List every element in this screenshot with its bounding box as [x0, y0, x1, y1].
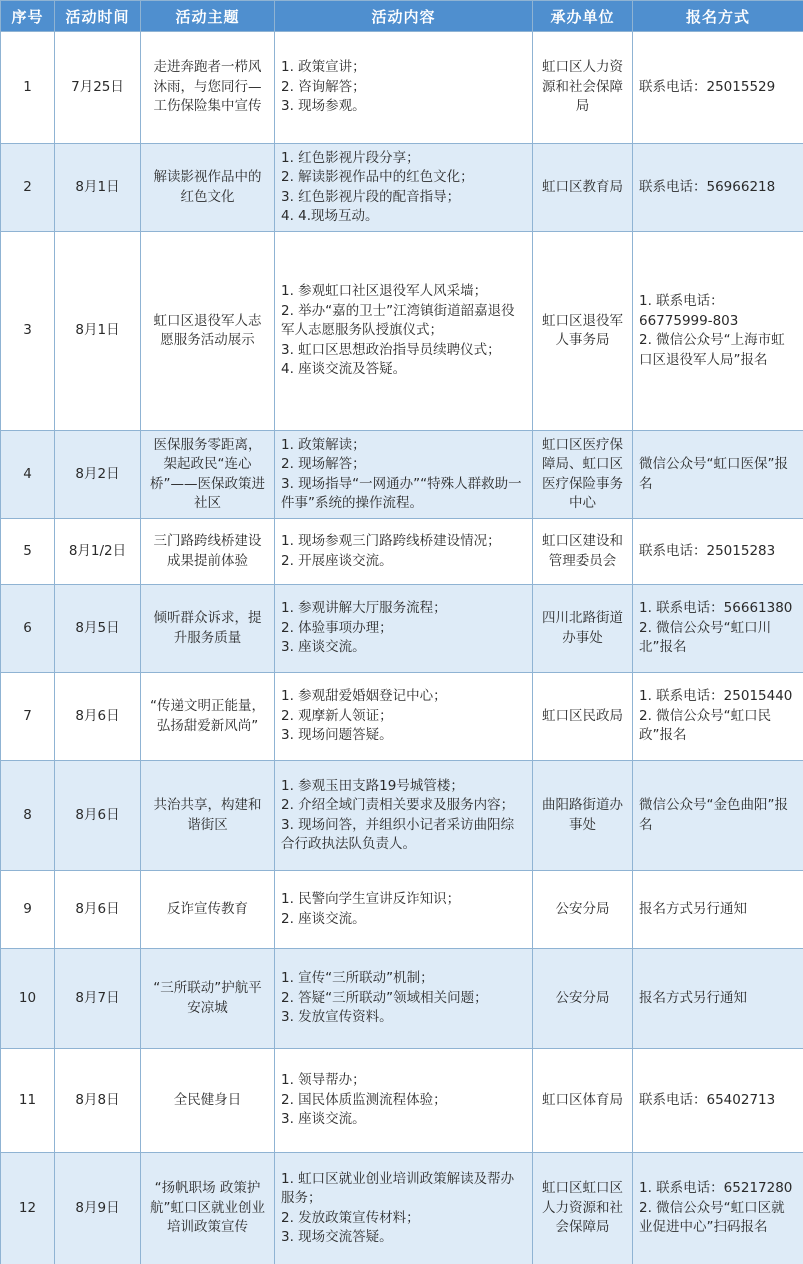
table-header	[1, 1, 803, 32]
row-content-line: 1. 政策宣讲；	[281, 59, 366, 76]
table-row	[1, 1153, 803, 1264]
row-date: 8月1/2日	[55, 519, 141, 585]
table-row	[1, 519, 803, 585]
row-organizer: 虹口区人力资源和社会保障局	[533, 32, 633, 144]
row-signup	[633, 761, 803, 871]
row-content-line: 2. 国民体质监测流程体验；	[281, 1091, 447, 1108]
row-signup	[633, 1153, 803, 1264]
row-content	[275, 32, 533, 144]
table-body	[1, 32, 803, 1264]
row-organizer: 曲阳路街道办事处	[533, 761, 633, 871]
row-content	[275, 761, 533, 871]
row-signup-line: 2. 微信公众号“虹口区就业促进中心”扫码报名	[639, 1199, 785, 1236]
row-content	[275, 1049, 533, 1153]
header-signup: 报名方式	[633, 1, 803, 32]
row-content-line: 2. 观摩新人领证；	[281, 707, 393, 724]
row-seq: 7	[1, 673, 55, 761]
row-signup-line: 联系电话：56966218	[639, 178, 776, 195]
row-signup-line: 报名方式另行通知	[639, 989, 747, 1006]
row-content-line: 3. 座谈交流。	[281, 1111, 366, 1128]
table-row	[1, 673, 803, 761]
table-row	[1, 585, 803, 673]
row-content	[275, 232, 533, 431]
row-content-line: 1. 虹口区就业创业培训政策解读及帮办服务；	[281, 1170, 515, 1206]
row-organizer: 虹口区退役军人事务局	[533, 232, 633, 431]
row-signup	[633, 431, 803, 519]
row-seq: 11	[1, 1049, 55, 1153]
row-content	[275, 949, 533, 1049]
row-seq: 12	[1, 1153, 55, 1264]
row-theme: “三所联动”护航平安凉城	[141, 949, 275, 1049]
row-signup	[633, 232, 803, 431]
row-theme: 共治共享，构建和谐街区	[141, 761, 275, 871]
row-organizer: 公安分局	[533, 949, 633, 1049]
row-seq: 9	[1, 871, 55, 949]
header-date: 活动时间	[55, 1, 141, 32]
row-organizer: 虹口区虹口区人力资源和社会保障局	[533, 1153, 633, 1264]
row-seq: 2	[1, 144, 55, 232]
row-content-line: 2. 座谈交流。	[281, 910, 366, 927]
row-content-line: 2. 发放政策宣传材料；	[281, 1209, 420, 1226]
row-content-line: 3. 现场指导“一网通办”“特殊人群救助一件事”系统的操作流程。	[281, 475, 522, 511]
row-seq: 5	[1, 519, 55, 585]
row-content-line: 3. 现场问题答疑。	[281, 727, 393, 744]
row-signup-line: 2. 微信公众号“上海市虹口区退役军人局”报名	[639, 332, 785, 368]
row-organizer: 虹口区民政局	[533, 673, 633, 761]
row-content	[275, 585, 533, 673]
row-content-line: 2. 咨询解答；	[281, 78, 366, 95]
header-seq: 序号	[1, 1, 55, 32]
row-signup	[633, 585, 803, 673]
row-content-line: 2. 开展座谈交流。	[281, 552, 393, 569]
row-content-line: 3. 现场交流答疑。	[281, 1229, 393, 1245]
row-signup-line: 1. 联系电话：65217280	[639, 1180, 793, 1197]
row-organizer: 公安分局	[533, 871, 633, 949]
row-signup	[633, 144, 803, 232]
row-organizer: 虹口区体育局	[533, 1049, 633, 1153]
row-signup-line: 1. 联系电话：56661380	[639, 600, 793, 617]
row-signup-line: 1. 联系电话：66775999-803	[639, 293, 739, 329]
row-signup-line: 微信公众号“金色曲阳”报名	[639, 797, 788, 833]
row-signup	[633, 32, 803, 144]
row-signup-line: 联系电话：25015529	[639, 78, 776, 95]
row-content	[275, 1153, 533, 1264]
row-content	[275, 519, 533, 585]
row-content-line: 3. 虹口区思想政治指导员续聘仪式；	[281, 341, 501, 358]
row-signup-line: 微信公众号“虹口医保”报名	[639, 456, 788, 492]
row-content-line: 2. 举办“嘉的卫士”江湾镇街道韶嘉退役军人志愿服务队授旗仪式；	[281, 302, 515, 339]
table-row	[1, 232, 803, 431]
row-theme: “传递文明正能量，弘扬甜爱新风尚”	[141, 673, 275, 761]
row-organizer: 四川北路街道办事处	[533, 585, 633, 673]
row-content	[275, 673, 533, 761]
row-signup-line: 1. 联系电话：25015440	[639, 688, 793, 705]
row-seq: 6	[1, 585, 55, 673]
row-date: 8月6日	[55, 871, 141, 949]
row-organizer: 虹口区教育局	[533, 144, 633, 232]
row-theme: 三门路跨线桥建设成果提前体验	[141, 519, 275, 585]
row-content	[275, 431, 533, 519]
table-row	[1, 32, 803, 144]
row-content-line: 2. 答疑“三所联动”领域相关问题；	[281, 989, 488, 1006]
row-signup	[633, 949, 803, 1049]
row-signup	[633, 1049, 803, 1153]
row-theme: 虹口区退役军人志愿服务活动展示	[141, 232, 275, 431]
row-content-line: 2. 介绍全域门责相关要求及服务内容；	[281, 797, 515, 813]
row-organizer: 虹口区医疗保障局、虹口区医疗保险事务中心	[533, 431, 633, 519]
row-content-line: 1. 政策解读；	[281, 436, 366, 453]
row-content-line: 2. 解读影视作品中的红色文化；	[281, 169, 474, 185]
row-content-line: 2. 体验事项办理；	[281, 619, 393, 636]
row-date: 8月7日	[55, 949, 141, 1049]
row-content-line: 3. 现场参观。	[281, 98, 366, 115]
header-row	[1, 1, 803, 32]
row-date: 8月2日	[55, 431, 141, 519]
row-content-line: 1. 参观玉田支路19号城管楼；	[281, 777, 464, 794]
row-signup	[633, 871, 803, 949]
row-date: 8月8日	[55, 1049, 141, 1153]
row-content-line: 1. 参观虹口社区退役军人风采墙；	[281, 283, 488, 300]
table-row	[1, 144, 803, 232]
row-content-line: 3. 红色影视片段的配音指导；	[281, 188, 461, 205]
header-content: 活动内容	[275, 1, 533, 32]
row-content-line: 1. 领导帮办；	[281, 1072, 366, 1089]
row-content-line: 1. 参观讲解大厅服务流程；	[281, 600, 447, 617]
row-date: 7月25日	[55, 32, 141, 144]
row-content	[275, 144, 533, 232]
row-content-line: 2. 现场解答；	[281, 456, 366, 472]
row-seq: 1	[1, 32, 55, 144]
row-signup-line: 2. 微信公众号“虹口民政”报名	[639, 707, 772, 744]
row-theme: 走进奔跑者一栉风沐雨，与您同行—工伤保险集中宣传	[141, 32, 275, 144]
table-row	[1, 431, 803, 519]
row-seq: 3	[1, 232, 55, 431]
row-date: 8月1日	[55, 144, 141, 232]
row-content	[275, 871, 533, 949]
row-content-line: 1. 宣传“三所联动”机制；	[281, 970, 434, 987]
row-seq: 10	[1, 949, 55, 1049]
row-content-line: 3. 座谈交流。	[281, 639, 366, 656]
row-content-line: 1. 红色影视片段分享；	[281, 149, 420, 166]
row-content-line: 1. 现场参观三门路跨线桥建设情况；	[281, 533, 501, 549]
row-theme: “扬帆职场 政策护航”虹口区就业创业培训政策宣传	[141, 1153, 275, 1264]
row-theme: 反诈宣传教育	[141, 871, 275, 949]
row-theme: 解读影视作品中的红色文化	[141, 144, 275, 232]
row-content-line: 3. 发放宣传资料。	[281, 1009, 393, 1026]
row-content-line: 4. 4.现场互动。	[281, 208, 379, 224]
header-organizer: 承办单位	[533, 1, 633, 32]
table-row	[1, 949, 803, 1049]
row-signup	[633, 673, 803, 761]
row-signup-line: 报名方式另行通知	[639, 900, 747, 917]
row-signup-line: 联系电话：65402713	[639, 1091, 776, 1108]
row-content-line: 4. 座谈交流及答疑。	[281, 361, 407, 378]
row-date: 8月6日	[55, 761, 141, 871]
row-seq: 4	[1, 431, 55, 519]
row-theme: 倾听群众诉求，提升服务质量	[141, 585, 275, 673]
table-row	[1, 761, 803, 871]
row-date: 8月1日	[55, 232, 141, 431]
row-content-line: 1. 民警向学生宣讲反诈知识；	[281, 891, 461, 907]
table-row	[1, 1049, 803, 1153]
table-row	[1, 871, 803, 949]
row-organizer: 虹口区建设和管理委员会	[533, 519, 633, 585]
row-date: 8月9日	[55, 1153, 141, 1264]
row-seq: 8	[1, 761, 55, 871]
row-content-line: 3. 现场问答，并组织小记者采访曲阳综合行政执法队负责人。	[281, 816, 515, 852]
row-theme: 全民健身日	[141, 1049, 275, 1153]
row-date: 8月6日	[55, 673, 141, 761]
row-content-line: 1. 参观甜爱婚姻登记中心；	[281, 688, 447, 705]
row-date: 8月5日	[55, 585, 141, 673]
row-theme: 医保服务零距离，架起政民“连心桥”——医保政策进社区	[141, 431, 275, 519]
row-signup-line: 2. 微信公众号“虹口川北”报名	[639, 619, 772, 656]
row-signup	[633, 519, 803, 585]
row-signup-line: 联系电话：25015283	[639, 542, 776, 559]
header-theme: 活动主题	[141, 1, 275, 32]
